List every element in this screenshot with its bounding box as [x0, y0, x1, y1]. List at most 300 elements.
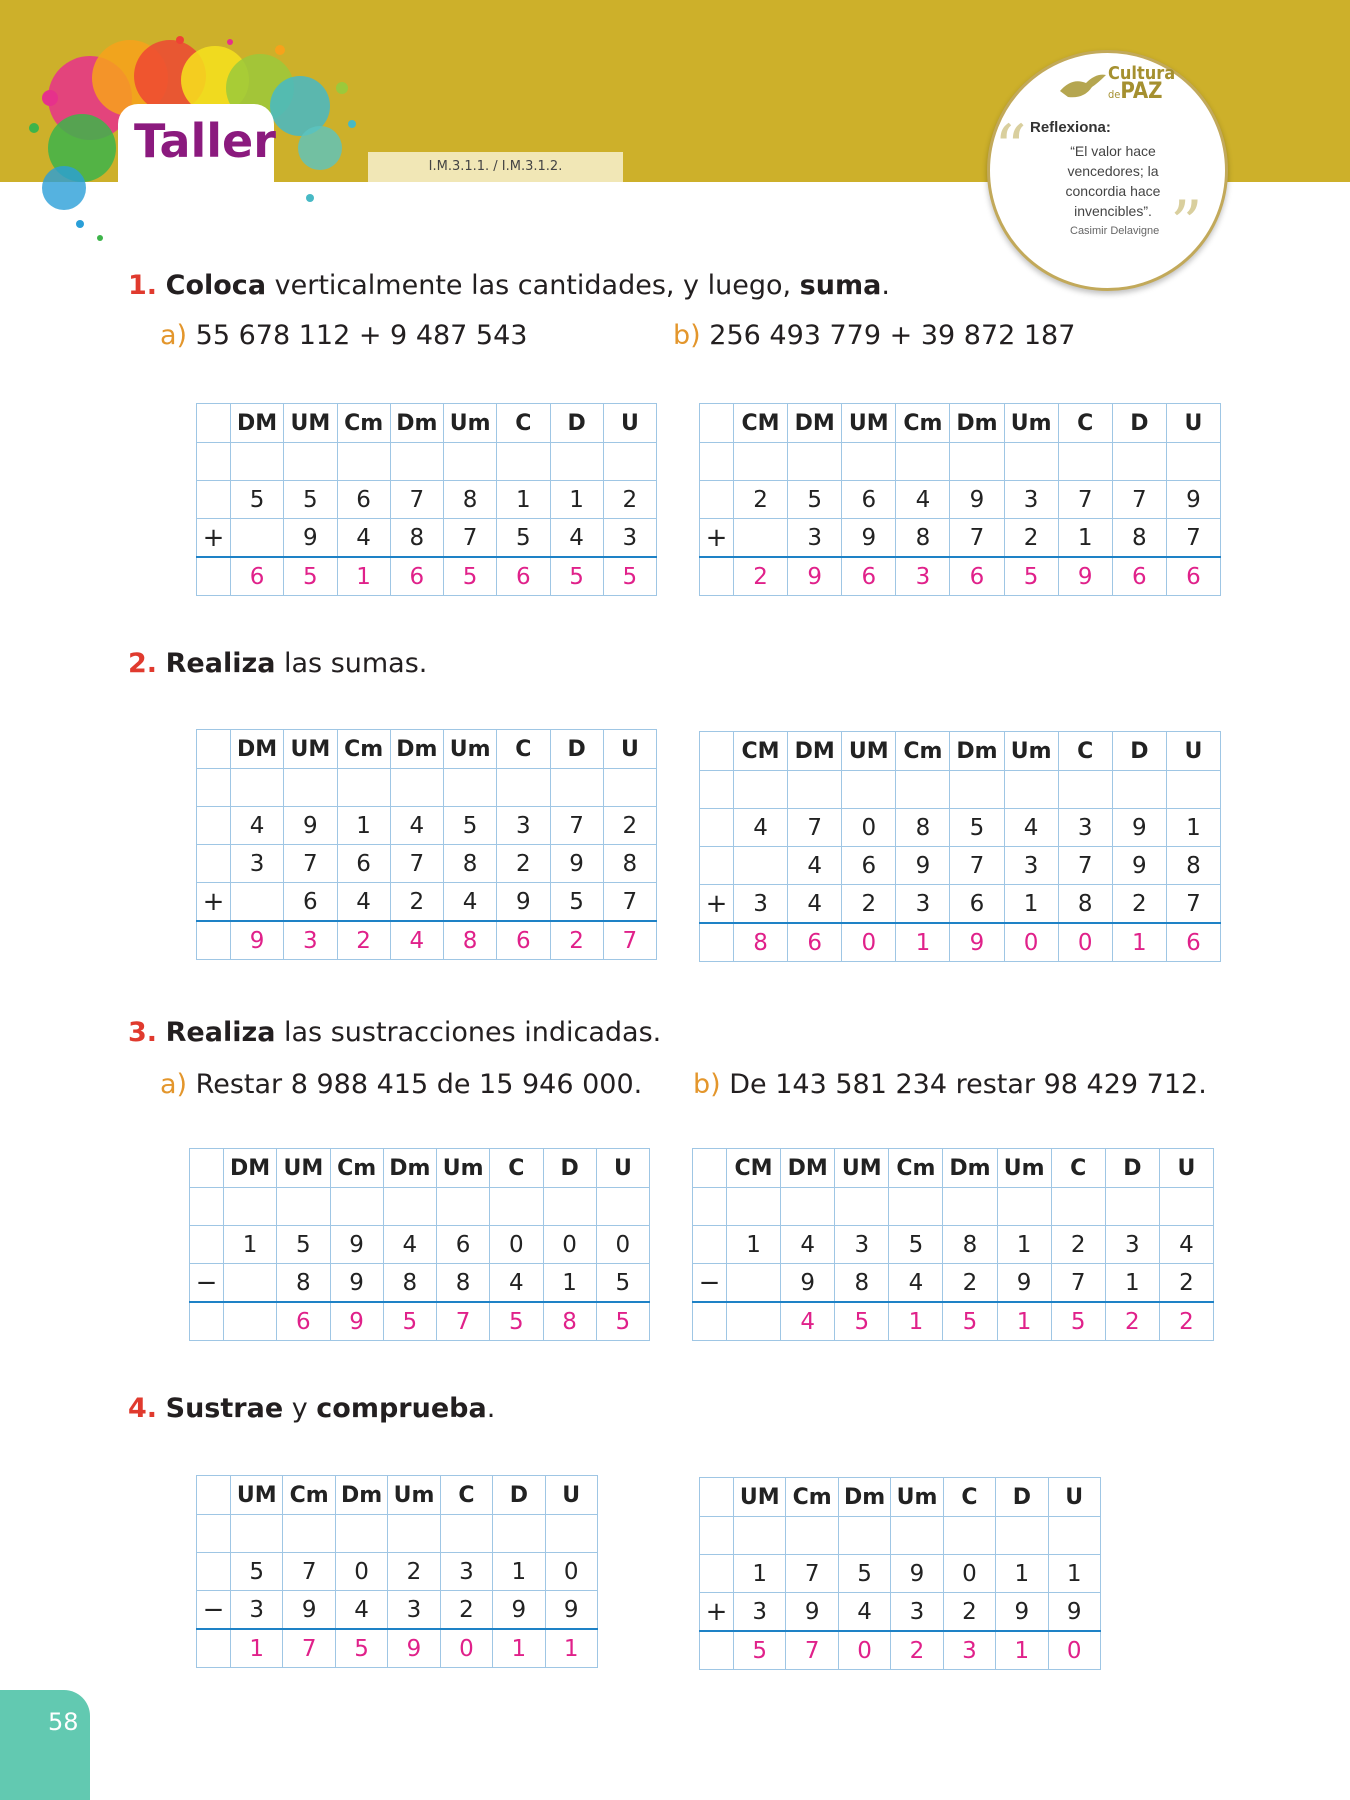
- digit-cell: 2: [390, 883, 443, 922]
- digit-cell: 4: [231, 807, 284, 845]
- empty-cell: [437, 1188, 490, 1226]
- empty-cell: [786, 1517, 838, 1555]
- empty-cell: [197, 769, 231, 807]
- result-digit: 9: [950, 923, 1004, 962]
- digit-cell: 8: [835, 1264, 889, 1303]
- result-digit: 1: [337, 557, 390, 596]
- result-digit: 7: [786, 1631, 838, 1670]
- empty-cell: [700, 481, 734, 519]
- place-value-header: Dm: [838, 1478, 890, 1517]
- digit-cell: 5: [444, 807, 497, 845]
- digit-cell: 9: [781, 1264, 835, 1303]
- result-digit: 6: [842, 557, 896, 596]
- place-value-header: UM: [842, 732, 896, 771]
- digit-cell: 0: [543, 1226, 596, 1264]
- digit-cell: 0: [842, 809, 896, 847]
- place-value-header-row: [700, 1478, 1101, 1517]
- digit-cell: 5: [889, 1226, 943, 1264]
- result-row: [197, 921, 657, 960]
- empty-cell: [842, 771, 896, 809]
- operation-sign: +: [197, 519, 231, 558]
- operand-row: [197, 519, 657, 558]
- place-value-header: UM: [231, 1476, 283, 1515]
- indicator-code: I.M.3.1.1. / I.M.3.1.2.: [368, 152, 623, 182]
- place-value-table-3a: [189, 1148, 650, 1341]
- digit-cell: 9: [997, 1264, 1051, 1303]
- blank-row: [693, 1188, 1214, 1226]
- empty-cell: [700, 404, 734, 443]
- place-value-header: D: [996, 1478, 1048, 1517]
- digit-cell: 7: [950, 519, 1004, 558]
- empty-cell: [889, 1188, 943, 1226]
- digit-cell: 4: [550, 519, 603, 558]
- page-number-tab: [0, 1690, 90, 1800]
- digit-cell: 7: [1112, 481, 1166, 519]
- result-digit: 0: [1048, 1631, 1100, 1670]
- result-digit: 4: [390, 921, 443, 960]
- blank-row: [700, 443, 1221, 481]
- place-value-header: Cm: [786, 1478, 838, 1517]
- digit-cell: 1: [1004, 885, 1058, 924]
- digit-cell: 4: [1004, 809, 1058, 847]
- digit-cell: 2: [943, 1593, 995, 1632]
- result-digit: 5: [444, 557, 497, 596]
- empty-cell: [330, 1188, 383, 1226]
- place-value-header-row: [700, 732, 1221, 771]
- place-value-header-row: [197, 1476, 598, 1515]
- result-digit: 3: [943, 1631, 995, 1670]
- operand-row: [700, 1555, 1101, 1593]
- digit-cell: 8: [1112, 519, 1166, 558]
- empty-cell: [284, 769, 337, 807]
- open-quote-icon: “: [994, 112, 1027, 186]
- place-value-header: CM: [727, 1149, 781, 1188]
- result-digit: 0: [440, 1629, 492, 1668]
- digit-cell: 1: [996, 1555, 1048, 1593]
- place-value-header: Um: [444, 730, 497, 769]
- digit-cell: 3: [497, 807, 550, 845]
- exercise-4-instruction: 4. Sustrae y comprueba.: [128, 1393, 496, 1424]
- operand-row: [197, 1553, 598, 1591]
- result-digit: 6: [390, 557, 443, 596]
- digit-cell: 8: [444, 845, 497, 883]
- place-value-header: UM: [842, 404, 896, 443]
- empty-cell: [1058, 771, 1112, 809]
- digit-cell: 8: [943, 1226, 997, 1264]
- digit-cell: 0: [596, 1226, 649, 1264]
- digit-cell: 8: [383, 1264, 436, 1303]
- digit-cell: 2: [603, 807, 656, 845]
- digit-cell: 7: [1058, 481, 1112, 519]
- operation-sign: +: [700, 885, 734, 924]
- empty-cell: [693, 1226, 727, 1264]
- place-value-header: Dm: [950, 732, 1004, 771]
- empty-cell: [596, 1188, 649, 1226]
- place-value-header: U: [596, 1149, 649, 1188]
- result-digit: 2: [891, 1631, 943, 1670]
- digit-cell: 1: [337, 807, 390, 845]
- empty-cell: [700, 443, 734, 481]
- operand-row: [700, 847, 1221, 885]
- empty-cell: [197, 807, 231, 845]
- empty-cell: [197, 730, 231, 769]
- blank-row: [197, 443, 657, 481]
- digit-cell: 7: [390, 481, 443, 519]
- place-value-header: Dm: [390, 404, 443, 443]
- digit-cell: 9: [950, 481, 1004, 519]
- result-digit: 1: [231, 1629, 283, 1668]
- digit-cell: 3: [891, 1593, 943, 1632]
- exercise-1-instruction: 1. Coloca verticalmente las cantidades, y luego, suma.: [128, 270, 890, 301]
- digit-cell: 5: [950, 809, 1004, 847]
- exercise-3a-statement: a) Restar 8 988 415 de 15 946 000.: [160, 1069, 643, 1100]
- digit-cell: 7: [788, 809, 842, 847]
- place-value-header: Um: [997, 1149, 1051, 1188]
- empty-cell: [700, 771, 734, 809]
- empty-cell: [497, 769, 550, 807]
- digit-cell: 4: [734, 809, 788, 847]
- place-value-header: UM: [284, 404, 337, 443]
- result-digit: [727, 1302, 781, 1341]
- digit-cell: 7: [550, 807, 603, 845]
- empty-cell: [190, 1302, 224, 1341]
- result-digit: 2: [1159, 1302, 1213, 1341]
- empty-cell: [390, 443, 443, 481]
- empty-cell: [997, 1188, 1051, 1226]
- result-digit: 7: [437, 1302, 490, 1341]
- result-row: [197, 1629, 598, 1668]
- empty-cell: [231, 1515, 283, 1553]
- digit-cell: 3: [896, 885, 950, 924]
- digit-cell: 9: [896, 847, 950, 885]
- empty-cell: [197, 481, 231, 519]
- digit-cell: 1: [727, 1226, 781, 1264]
- digit-cell: 4: [1159, 1226, 1213, 1264]
- digit-cell: 4: [390, 807, 443, 845]
- digit-cell: 8: [896, 809, 950, 847]
- empty-cell: [943, 1188, 997, 1226]
- place-value-header: D: [1112, 732, 1166, 771]
- empty-cell: [603, 769, 656, 807]
- result-digit: 5: [943, 1302, 997, 1341]
- digit-cell: 0: [943, 1555, 995, 1593]
- digit-cell: 7: [603, 883, 656, 922]
- place-value-header: D: [550, 404, 603, 443]
- place-value-header: Um: [388, 1476, 440, 1515]
- result-row: [197, 557, 657, 596]
- empty-cell: [950, 771, 1004, 809]
- empty-cell: [197, 1629, 231, 1668]
- reflexiona-label: Reflexiona:: [1030, 119, 1111, 136]
- blank-row: [700, 1517, 1101, 1555]
- result-digit: 0: [838, 1631, 890, 1670]
- operation-sign: +: [197, 883, 231, 922]
- place-value-header: D: [1112, 404, 1166, 443]
- operand-row: [700, 481, 1221, 519]
- section-title: Taller: [134, 114, 276, 168]
- place-value-header: U: [1048, 1478, 1100, 1517]
- operand-row: [197, 481, 657, 519]
- empty-cell: [1004, 443, 1058, 481]
- empty-cell: [996, 1517, 1048, 1555]
- result-digit: 6: [1112, 557, 1166, 596]
- empty-cell: [603, 443, 656, 481]
- empty-cell: [197, 1515, 231, 1553]
- digit-cell: 1: [1048, 1555, 1100, 1593]
- exercise-1a-statement: a) 55 678 112 + 9 487 543: [160, 320, 528, 351]
- place-value-header: C: [1058, 732, 1112, 771]
- empty-cell: [197, 404, 231, 443]
- exercise-2-instruction: 2. Realiza las sumas.: [128, 648, 428, 679]
- empty-cell: [896, 443, 950, 481]
- empty-cell: [1105, 1188, 1159, 1226]
- empty-cell: [788, 443, 842, 481]
- result-digit: 9: [788, 557, 842, 596]
- digit-cell: 3: [1004, 481, 1058, 519]
- digit-cell: 8: [390, 519, 443, 558]
- place-value-header: DM: [788, 732, 842, 771]
- place-value-header: DM: [781, 1149, 835, 1188]
- digit-cell: 8: [603, 845, 656, 883]
- digit-cell: 9: [996, 1593, 1048, 1632]
- digit-cell: 1: [997, 1226, 1051, 1264]
- digit-cell: 8: [896, 519, 950, 558]
- place-value-header: Cm: [337, 730, 390, 769]
- empty-cell: [490, 1188, 543, 1226]
- result-digit: 2: [550, 921, 603, 960]
- digit-cell: 7: [1166, 885, 1220, 924]
- empty-cell: [1058, 443, 1112, 481]
- digit-cell: 4: [335, 1591, 387, 1630]
- digit-cell: 2: [1159, 1264, 1213, 1303]
- place-value-header: U: [1159, 1149, 1213, 1188]
- empty-cell: [734, 443, 788, 481]
- digit-cell: 7: [390, 845, 443, 883]
- empty-cell: [943, 1517, 995, 1555]
- result-digit: 6: [1166, 557, 1220, 596]
- result-digit: 1: [896, 923, 950, 962]
- digit-cell: 2: [1112, 885, 1166, 924]
- result-digit: 1: [545, 1629, 597, 1668]
- digit-cell: 5: [497, 519, 550, 558]
- empty-cell: [1159, 1188, 1213, 1226]
- operand-row: [197, 1591, 598, 1630]
- result-digit: 9: [388, 1629, 440, 1668]
- digit-cell: 5: [231, 1553, 283, 1591]
- digit-cell: [734, 519, 788, 558]
- empty-cell: [838, 1517, 890, 1555]
- result-row: [693, 1302, 1214, 1341]
- peace-quote: “El valor hace vencedores; la concordia hace invencibles”.: [1065, 143, 1161, 219]
- digit-cell: 0: [335, 1553, 387, 1591]
- empty-cell: [197, 845, 231, 883]
- place-value-header: CM: [734, 732, 788, 771]
- empty-cell: [700, 847, 734, 885]
- result-digit: 3: [284, 921, 337, 960]
- place-value-header-row: [197, 730, 657, 769]
- empty-cell: [700, 923, 734, 962]
- result-digit: 8: [734, 923, 788, 962]
- place-value-header: UM: [835, 1149, 889, 1188]
- empty-cell: [197, 1476, 231, 1515]
- digit-cell: 6: [437, 1226, 490, 1264]
- digit-cell: 6: [950, 885, 1004, 924]
- digit-cell: 2: [943, 1264, 997, 1303]
- digit-cell: 4: [889, 1264, 943, 1303]
- digit-cell: 5: [277, 1226, 330, 1264]
- place-value-header: D: [550, 730, 603, 769]
- empty-cell: [700, 1478, 734, 1517]
- place-value-header: Cm: [889, 1149, 943, 1188]
- place-value-header: U: [1166, 404, 1220, 443]
- operand-row: [197, 845, 657, 883]
- result-digit: 2: [337, 921, 390, 960]
- empty-cell: [335, 1515, 387, 1553]
- digit-cell: 9: [330, 1226, 383, 1264]
- empty-cell: [231, 443, 284, 481]
- operation-sign: −: [693, 1264, 727, 1303]
- place-value-table-1b: [699, 403, 1221, 596]
- digit-cell: 4: [490, 1264, 543, 1303]
- digit-cell: 7: [283, 1553, 335, 1591]
- digit-cell: 4: [444, 883, 497, 922]
- result-digit: 7: [603, 921, 656, 960]
- result-digit: 1: [997, 1302, 1051, 1341]
- digit-cell: 1: [493, 1553, 545, 1591]
- result-digit: 2: [1105, 1302, 1159, 1341]
- digit-cell: 9: [283, 1591, 335, 1630]
- place-value-header: DM: [231, 404, 284, 443]
- digit-cell: 1: [497, 481, 550, 519]
- digit-cell: 2: [734, 481, 788, 519]
- operation-sign: −: [197, 1591, 231, 1630]
- digit-cell: 9: [891, 1555, 943, 1593]
- digit-cell: 5: [550, 883, 603, 922]
- digit-cell: 3: [1105, 1226, 1159, 1264]
- digit-cell: 3: [603, 519, 656, 558]
- operand-row: [700, 809, 1221, 847]
- operand-row: [197, 883, 657, 922]
- place-value-header: D: [1105, 1149, 1159, 1188]
- place-value-header: UM: [277, 1149, 330, 1188]
- place-value-header: Cm: [896, 404, 950, 443]
- digit-cell: 9: [493, 1591, 545, 1630]
- place-value-table-4b: [699, 1477, 1101, 1670]
- digit-cell: 6: [337, 481, 390, 519]
- digit-cell: 1: [1166, 809, 1220, 847]
- empty-cell: [1112, 771, 1166, 809]
- empty-cell: [700, 1555, 734, 1593]
- result-digit: 0: [842, 923, 896, 962]
- digit-cell: [231, 883, 284, 922]
- place-value-header: Um: [891, 1478, 943, 1517]
- empty-cell: [497, 443, 550, 481]
- place-value-header: CM: [734, 404, 788, 443]
- digit-cell: 3: [231, 845, 284, 883]
- empty-cell: [1048, 1517, 1100, 1555]
- digit-cell: 5: [838, 1555, 890, 1593]
- result-row: [700, 923, 1221, 962]
- place-value-header: C: [497, 730, 550, 769]
- empty-cell: [337, 769, 390, 807]
- operation-sign: −: [190, 1264, 224, 1303]
- empty-cell: [197, 921, 231, 960]
- digit-cell: 2: [497, 845, 550, 883]
- digit-cell: 9: [497, 883, 550, 922]
- blank-row: [197, 1515, 598, 1553]
- digit-cell: 0: [545, 1553, 597, 1591]
- empty-cell: [190, 1149, 224, 1188]
- digit-cell: [231, 519, 284, 558]
- digit-cell: 4: [896, 481, 950, 519]
- digit-cell: 1: [550, 481, 603, 519]
- result-digit: 1: [889, 1302, 943, 1341]
- place-value-table-4a: [196, 1475, 598, 1668]
- digit-cell: 3: [388, 1591, 440, 1630]
- digit-cell: 9: [545, 1591, 597, 1630]
- empty-cell: [277, 1188, 330, 1226]
- close-quote-icon: ”: [1170, 188, 1203, 262]
- exercise-3-instruction: 3. Realiza las sustracciones indicadas.: [128, 1017, 662, 1048]
- digit-cell: 3: [788, 519, 842, 558]
- digit-cell: 3: [1058, 809, 1112, 847]
- digit-cell: 9: [1112, 847, 1166, 885]
- result-digit: 0: [1058, 923, 1112, 962]
- empty-cell: [550, 769, 603, 807]
- place-value-header: Cm: [337, 404, 390, 443]
- digit-cell: 9: [1048, 1593, 1100, 1632]
- place-value-header-row: [197, 404, 657, 443]
- digit-cell: [734, 847, 788, 885]
- result-digit: 5: [596, 1302, 649, 1341]
- place-value-header-row: [190, 1149, 650, 1188]
- digit-cell: 2: [1051, 1226, 1105, 1264]
- digit-cell: 1: [543, 1264, 596, 1303]
- operand-row: [700, 1593, 1101, 1632]
- empty-cell: [693, 1188, 727, 1226]
- digit-cell: 8: [1058, 885, 1112, 924]
- place-value-header: Cm: [330, 1149, 383, 1188]
- dove-icon: [1058, 71, 1108, 101]
- result-digit: 1: [996, 1631, 1048, 1670]
- place-value-header: Um: [1004, 404, 1058, 443]
- operand-row: [693, 1226, 1214, 1264]
- digit-cell: 3: [734, 1593, 786, 1632]
- place-value-header-row: [700, 404, 1221, 443]
- result-digit: 6: [231, 557, 284, 596]
- place-value-header: C: [490, 1149, 543, 1188]
- result-digit: 5: [835, 1302, 889, 1341]
- empty-cell: [284, 443, 337, 481]
- empty-cell: [231, 769, 284, 807]
- empty-cell: [550, 443, 603, 481]
- digit-cell: 9: [1166, 481, 1220, 519]
- digit-cell: 4: [838, 1593, 890, 1632]
- digit-cell: 4: [383, 1226, 436, 1264]
- empty-cell: [781, 1188, 835, 1226]
- empty-cell: [896, 771, 950, 809]
- result-digit: 1: [493, 1629, 545, 1668]
- place-value-header: C: [1058, 404, 1112, 443]
- digit-cell: 3: [440, 1553, 492, 1591]
- result-digit: 9: [330, 1302, 383, 1341]
- empty-cell: [693, 1302, 727, 1341]
- operand-row: [700, 519, 1221, 558]
- exercise-1b-statement: b) 256 493 779 + 39 872 187: [673, 320, 1076, 351]
- blank-row: [197, 769, 657, 807]
- place-value-header: DM: [224, 1149, 277, 1188]
- digit-cell: 3: [1004, 847, 1058, 885]
